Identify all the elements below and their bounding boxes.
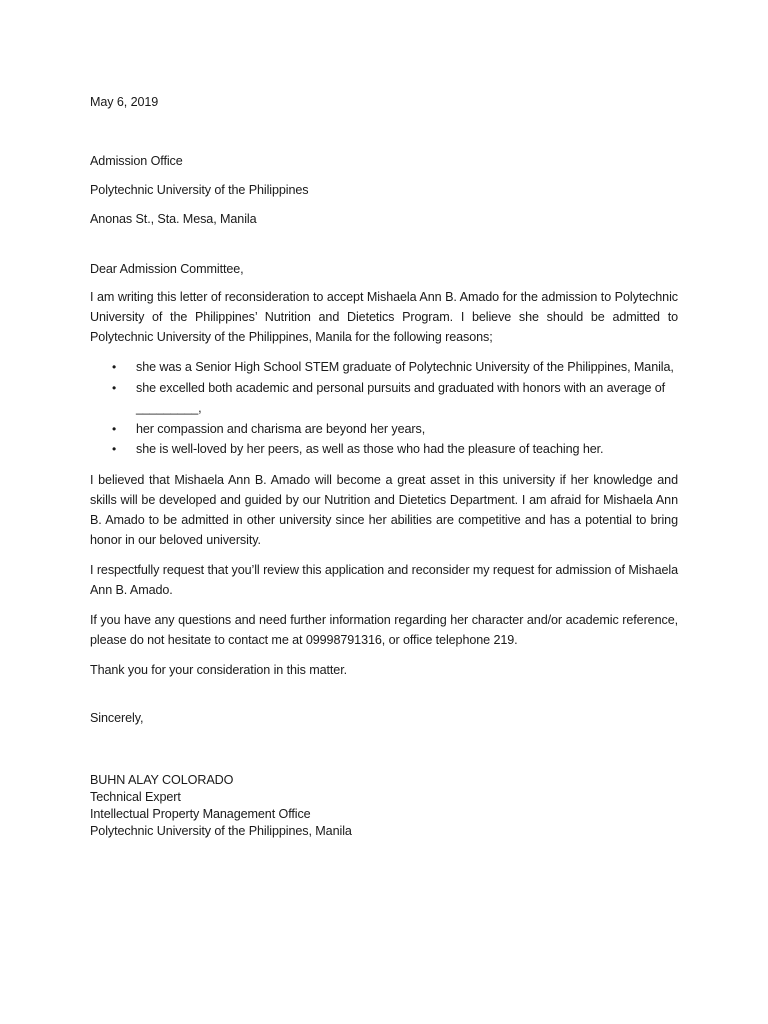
contact-paragraph: If you have any questions and need further information regarding her character and/or academic reference, please do not hesitate to contact me at 09998791316, or office telephone 219. bbox=[90, 612, 678, 647]
reasons-list bbox=[90, 357, 678, 460]
recipient-university: Polytechnic University of the Philippines bbox=[90, 183, 309, 197]
signer-university: Polytechnic University of the Philippines, Manila bbox=[90, 823, 352, 838]
list-item: • her compassion and charisma are beyond her years, bbox=[136, 419, 678, 440]
closing-line: Sincerely, bbox=[90, 710, 144, 725]
thanks-line: Thank you for your consideration in this matter. bbox=[90, 662, 348, 677]
signer-title: Technical Expert bbox=[90, 789, 181, 804]
signer-name: BUHN ALAY COLORADO bbox=[90, 772, 234, 787]
request-paragraph: I respectfully request that you’ll review this application and reconsider my request for admission of Mishaela Ann B. Amado. bbox=[90, 562, 678, 597]
list-item: • she was a Senior High School STEM graduate of Polytechnic University of the Philippines, Manila, bbox=[136, 357, 678, 378]
signer-office: Intellectual Property Management Office bbox=[90, 806, 311, 821]
recipient-office: Admission Office bbox=[90, 154, 183, 168]
intro-paragraph: I am writing this letter of reconsideration to accept Mishaela Ann B. Amado for the admission to Polytechnic University of the Philippines’ Nutrition and Dietetics Program. I believe she should be admitted to Polytechnic University of the Philippines, Manila for the following reasons; bbox=[90, 290, 678, 344]
salutation: Dear Admission Committee, bbox=[90, 262, 244, 276]
recipient-address-block bbox=[90, 151, 678, 229]
list-item: • she excelled both academic and personal pursuits and graduated with honors with an average of _________, bbox=[136, 378, 678, 419]
belief-paragraph: I believed that Mishaela Ann B. Amado will become a great asset in this university if her knowledge and skills will be developed and guided by our Nutrition and Dietetics Department. I am afraid for Mishaela Ann B. Amado to be admitted in other university since her abilities are competitive and has a potential to bring honor in our beloved university. bbox=[90, 472, 678, 547]
letter-body bbox=[90, 92, 678, 840]
recipient-address: Anonas St., Sta. Mesa, Manila bbox=[90, 212, 257, 226]
signature-block bbox=[90, 772, 678, 840]
letter-date: May 6, 2019 bbox=[90, 95, 159, 109]
list-item: • she is well-loved by her peers, as well as those who had the pleasure of teaching her. bbox=[136, 439, 678, 460]
